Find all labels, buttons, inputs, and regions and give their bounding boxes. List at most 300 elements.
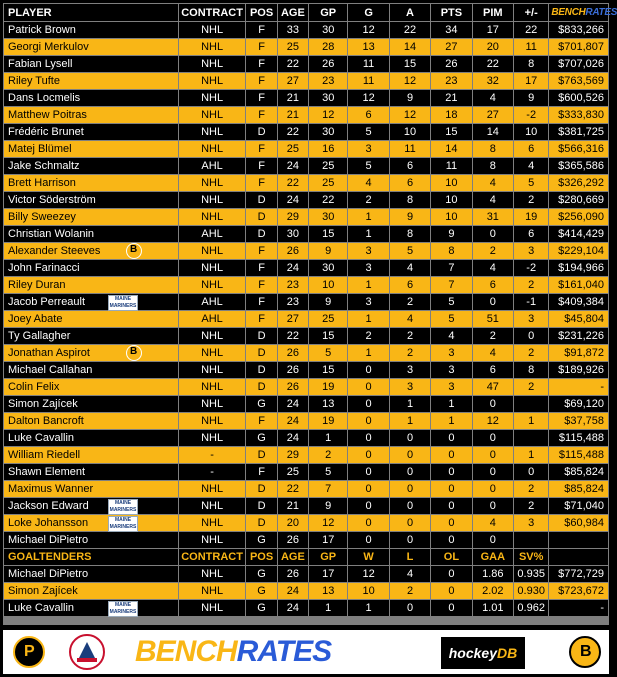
cell-pim: 4	[473, 515, 513, 531]
table-row	[4, 566, 608, 582]
player-name-text: Simon Zajícek	[8, 398, 78, 410]
table-row	[4, 226, 608, 242]
cell-l: 2	[390, 583, 430, 599]
cell-pim: 22	[473, 56, 513, 72]
player-name	[4, 277, 178, 293]
cell-pts: 1	[431, 396, 471, 412]
skater-rows	[4, 22, 608, 548]
cell-pm: 1	[514, 447, 548, 463]
cell-pim: 4	[473, 192, 513, 208]
cell-pim: 47	[473, 379, 513, 395]
cell-pm	[514, 430, 548, 446]
cell-pm: 10	[514, 124, 548, 140]
cell-pos: F	[246, 464, 276, 480]
cell-contract: NHL	[179, 22, 246, 38]
cell-pts: 0	[431, 430, 471, 446]
cell-sal: $229,104	[549, 243, 608, 259]
cell-a: 0	[390, 532, 430, 548]
table-row	[4, 141, 608, 157]
cell-age: 30	[278, 226, 308, 242]
cell-sal: $115,488	[549, 430, 608, 446]
cell-pos: D	[246, 328, 276, 344]
player-name	[4, 464, 178, 480]
cell-age: 26	[278, 362, 308, 378]
cell-sal: $45,804	[549, 311, 608, 327]
cell-pim: 0	[473, 226, 513, 242]
cell-g: 1	[348, 311, 388, 327]
cell-sal: $91,872	[549, 345, 608, 361]
cell-l: 0	[390, 600, 430, 616]
col-pts: PTS	[431, 4, 471, 21]
cell-pim: 4	[473, 175, 513, 191]
player-name-text: Michael DiPietro	[8, 568, 89, 580]
table-row	[4, 90, 608, 106]
cell-g: 1	[348, 277, 388, 293]
mariners-badge-icon	[108, 499, 138, 515]
player-name	[4, 260, 178, 276]
player-name-text: Billy Sweezey	[8, 211, 76, 223]
cell-gp: 10	[309, 277, 347, 293]
cell-age: 21	[278, 107, 308, 123]
cell-gp: 13	[309, 583, 347, 599]
cell-pos: D	[246, 379, 276, 395]
player-name-text: Jonathan Aspirot	[8, 347, 90, 359]
cell-gp: 9	[309, 294, 347, 310]
cell-age: 26	[278, 345, 308, 361]
cell-pm: 8	[514, 362, 548, 378]
cell-gp: 25	[309, 311, 347, 327]
player-name	[4, 447, 178, 463]
cell-a: 5	[390, 243, 430, 259]
player-name	[4, 328, 178, 344]
cell-svp: 0.962	[514, 600, 548, 616]
cell-a: 0	[390, 515, 430, 531]
cell-gp: 15	[309, 362, 347, 378]
cell-g: 2	[348, 192, 388, 208]
cell-g: 11	[348, 56, 388, 72]
cell-pos: D	[246, 515, 276, 531]
cell-g: 2	[348, 328, 388, 344]
cell-pim: 0	[473, 294, 513, 310]
player-name	[4, 345, 178, 361]
player-name-text: Jake Schmaltz	[8, 160, 80, 172]
cell-pos: D	[246, 447, 276, 463]
table-row	[4, 396, 608, 412]
footer-db-text: DB	[497, 645, 518, 661]
cell-a: 12	[390, 73, 430, 89]
cell-pm: 4	[514, 158, 548, 174]
cell-sal	[549, 532, 608, 548]
cell-a: 11	[390, 141, 430, 157]
cell-pts: 1	[431, 413, 471, 429]
cell-contract: NHL	[179, 243, 246, 259]
cell-g: 13	[348, 39, 388, 55]
cell-pts: 10	[431, 175, 471, 191]
cell-age: 26	[278, 379, 308, 395]
mariners-badge-icon	[108, 601, 138, 617]
cell-pm: 2	[514, 481, 548, 497]
cell-sal: $115,488	[549, 447, 608, 463]
cell-pm: 2	[514, 379, 548, 395]
col-pim: PIM	[473, 4, 513, 21]
cell-a: 2	[390, 328, 430, 344]
cell-pim: 0	[473, 447, 513, 463]
cell-pim: 0	[473, 396, 513, 412]
cell-sal: $701,807	[549, 39, 608, 55]
cell-contract: NHL	[179, 583, 246, 599]
player-name	[4, 566, 178, 582]
col-a: A	[390, 4, 430, 21]
player-name-text: Dalton Bancroft	[8, 415, 84, 427]
cell-pts: 7	[431, 277, 471, 293]
col-plus-minus: +/-	[514, 4, 548, 21]
cell-contract: NHL	[179, 600, 246, 616]
cell-age: 33	[278, 22, 308, 38]
cell-contract: NHL	[179, 532, 246, 548]
player-name	[4, 481, 178, 497]
cell-pos: G	[246, 396, 276, 412]
cell-sal: $194,966	[549, 260, 608, 276]
cell-pos: D	[246, 498, 276, 514]
cell-pim: 2	[473, 243, 513, 259]
cell-a: 10	[390, 124, 430, 140]
cell-age: 24	[278, 396, 308, 412]
cell-pts: 0	[431, 532, 471, 548]
cell-pts: 10	[431, 209, 471, 225]
player-name	[4, 90, 178, 106]
player-name	[4, 73, 178, 89]
table-row	[4, 532, 608, 548]
providence-bruins-logo-icon	[13, 636, 45, 668]
player-name	[4, 396, 178, 412]
cell-a: 6	[390, 158, 430, 174]
cell-pts: 5	[431, 294, 471, 310]
cell-gp: 1	[309, 430, 347, 446]
cell-sal: $381,725	[549, 124, 608, 140]
cell-sal: $763,569	[549, 73, 608, 89]
cell-pts: 9	[431, 226, 471, 242]
cell-sal: $365,586	[549, 158, 608, 174]
mariners-badge-text: MARINERS	[109, 303, 137, 309]
cell-contract: NHL	[179, 498, 246, 514]
mariners-badge-icon	[108, 295, 138, 311]
cell-g: 0	[348, 481, 388, 497]
goalie-col-contract: CONTRACT	[179, 549, 246, 565]
player-name-text: Christian Wolanin	[8, 228, 95, 240]
cell-a: 9	[390, 209, 430, 225]
cell-pts: 21	[431, 90, 471, 106]
cell-gaa: 2.02	[473, 583, 513, 599]
cell-pts: 26	[431, 56, 471, 72]
cell-g: 3	[348, 141, 388, 157]
goalie-col-gp: GP	[309, 549, 347, 565]
player-name-text: Matej Blümel	[8, 143, 72, 155]
table-row	[4, 379, 608, 395]
cell-gp: 2	[309, 447, 347, 463]
table-row	[4, 447, 608, 463]
cell-pm: 9	[514, 90, 548, 106]
cell-contract: NHL	[179, 39, 246, 55]
cell-age: 24	[278, 413, 308, 429]
cell-contract: NHL	[179, 413, 246, 429]
player-name-text: Frédéric Brunet	[8, 126, 84, 138]
player-name	[4, 430, 178, 446]
player-name-text: Georgi Merkulov	[8, 41, 89, 53]
player-name	[4, 413, 178, 429]
cell-pos: F	[246, 73, 276, 89]
cell-pim: 27	[473, 107, 513, 123]
cell-pts: 11	[431, 158, 471, 174]
cell-contract: NHL	[179, 379, 246, 395]
cell-a: 12	[390, 107, 430, 123]
cell-sal: $256,090	[549, 209, 608, 225]
cell-sal: -	[549, 600, 608, 616]
cell-gaa: 1.86	[473, 566, 513, 582]
cell-gp: 9	[309, 243, 347, 259]
cell-pim: 51	[473, 311, 513, 327]
cell-pm: 0	[514, 464, 548, 480]
cell-contract: AHL	[179, 294, 246, 310]
player-name-text: Michael Callahan	[8, 364, 93, 376]
cell-contract: NHL	[179, 328, 246, 344]
cell-contract: NHL	[179, 362, 246, 378]
col-age: AGE	[278, 4, 308, 21]
cell-contract: NHL	[179, 277, 246, 293]
table-row	[4, 413, 608, 429]
cell-pm: 19	[514, 209, 548, 225]
cell-pos: D	[246, 226, 276, 242]
table-row	[4, 464, 608, 480]
cell-pts: 5	[431, 311, 471, 327]
cell-pos: G	[246, 430, 276, 446]
player-name	[4, 226, 178, 242]
cell-a: 2	[390, 294, 430, 310]
player-name-text: Jackson Edward	[8, 500, 89, 512]
footer-rates-text: RATES	[236, 635, 332, 668]
cell-pos: G	[246, 566, 276, 582]
cell-svp: 0.930	[514, 583, 548, 599]
cell-a: 0	[390, 481, 430, 497]
cell-a: 0	[390, 447, 430, 463]
cell-sal: $189,926	[549, 362, 608, 378]
player-name-text: Brett Harrison	[8, 177, 76, 189]
table-row	[4, 430, 608, 446]
cell-ol: 0	[431, 600, 471, 616]
cell-pts: 3	[431, 362, 471, 378]
cell-pts: 15	[431, 124, 471, 140]
cell-pos: F	[246, 294, 276, 310]
cell-pos: D	[246, 481, 276, 497]
cell-contract: -	[179, 447, 246, 463]
stats-table-panel	[3, 3, 617, 625]
cell-age: 22	[278, 481, 308, 497]
cell-pts: 23	[431, 73, 471, 89]
mariners-badge-text: MARINERS	[109, 609, 137, 615]
cell-l: 4	[390, 566, 430, 582]
table-row	[4, 175, 608, 191]
cell-g: 11	[348, 73, 388, 89]
cell-g: 0	[348, 362, 388, 378]
cell-pos: F	[246, 413, 276, 429]
goalie-col-pos: POS	[246, 549, 276, 565]
cell-gp: 25	[309, 158, 347, 174]
cell-gp: 17	[309, 566, 347, 582]
player-name-text: Loke Johansson	[8, 517, 89, 529]
cell-pos: F	[246, 22, 276, 38]
cell-contract: NHL	[179, 90, 246, 106]
cell-pts: 0	[431, 498, 471, 514]
player-name-text: John Farinacci	[8, 262, 80, 274]
cell-contract: NHL	[179, 56, 246, 72]
player-name	[4, 175, 178, 191]
goalie-col-age: AGE	[278, 549, 308, 565]
cell-pim: 12	[473, 413, 513, 429]
cell-gp: 25	[309, 175, 347, 191]
cell-age: 24	[278, 158, 308, 174]
bruins-badge-icon	[126, 243, 142, 259]
cell-pts: 0	[431, 464, 471, 480]
cell-pm: 3	[514, 311, 548, 327]
cell-pim: 17	[473, 22, 513, 38]
player-name	[4, 311, 178, 327]
cell-gp: 30	[309, 209, 347, 225]
cell-a: 8	[390, 192, 430, 208]
cell-pm	[514, 396, 548, 412]
cell-contract: NHL	[179, 345, 246, 361]
cell-age: 22	[278, 328, 308, 344]
mariners-badge-text: MAINE	[114, 500, 132, 506]
cell-age: 29	[278, 209, 308, 225]
cell-gp: 17	[309, 532, 347, 548]
footer-hockey-text: hockey	[448, 645, 497, 661]
cell-g: 0	[348, 379, 388, 395]
cell-age: 23	[278, 277, 308, 293]
table-row	[4, 345, 608, 361]
player-name-text: Dans Locmelis	[8, 92, 81, 104]
cell-sal: $231,226	[549, 328, 608, 344]
table-row	[4, 294, 608, 310]
hockeydb-logo	[441, 637, 525, 669]
cell-contract: NHL	[179, 73, 246, 89]
table-row	[4, 362, 608, 378]
cell-g: 3	[348, 294, 388, 310]
benchrates-header-logo	[549, 4, 617, 21]
cell-pm: 2	[514, 192, 548, 208]
cell-pim: 0	[473, 532, 513, 548]
player-name	[4, 379, 178, 395]
cell-pim: 4	[473, 345, 513, 361]
cell-sal: $85,824	[549, 464, 608, 480]
goalie-section	[4, 549, 608, 565]
player-name	[4, 39, 178, 55]
mariners-badge-text: MAINE	[114, 517, 132, 523]
cell-pm: 6	[514, 226, 548, 242]
cell-gp: 30	[309, 22, 347, 38]
cell-sal: $326,292	[549, 175, 608, 191]
cell-gp: 5	[309, 345, 347, 361]
cell-pim: 6	[473, 277, 513, 293]
cell-pim: 0	[473, 498, 513, 514]
cell-pim: 14	[473, 124, 513, 140]
cell-w: 1	[348, 600, 388, 616]
cell-gp: 19	[309, 379, 347, 395]
player-name	[4, 107, 178, 123]
table-row	[4, 158, 608, 174]
cell-g: 0	[348, 464, 388, 480]
cell-sal: $414,429	[549, 226, 608, 242]
cell-pm: 0	[514, 328, 548, 344]
cell-pos: F	[246, 243, 276, 259]
player-name	[4, 362, 178, 378]
cell-pim: 31	[473, 209, 513, 225]
cell-gp: 12	[309, 515, 347, 531]
cell-gp: 5	[309, 464, 347, 480]
cell-gp: 19	[309, 413, 347, 429]
cell-pos: F	[246, 175, 276, 191]
cell-a: 14	[390, 39, 430, 55]
cell-a: 0	[390, 430, 430, 446]
cell-age: 22	[278, 175, 308, 191]
cell-sal: $37,758	[549, 413, 608, 429]
cell-age: 24	[278, 260, 308, 276]
player-name-text: Riley Tufte	[8, 75, 60, 87]
cell-pos: F	[246, 260, 276, 276]
cell-pts: 34	[431, 22, 471, 38]
table-row	[4, 56, 608, 72]
cell-pim: 4	[473, 260, 513, 276]
cell-g: 1	[348, 209, 388, 225]
player-name	[4, 141, 178, 157]
cell-sal: $161,040	[549, 277, 608, 293]
cell-pm: 17	[514, 73, 548, 89]
cell-contract: AHL	[179, 226, 246, 242]
cell-gp: 15	[309, 226, 347, 242]
cell-pos: D	[246, 209, 276, 225]
cell-gp: 28	[309, 39, 347, 55]
player-name	[4, 532, 178, 548]
cell-contract: NHL	[179, 260, 246, 276]
cell-age: 25	[278, 39, 308, 55]
cell-g: 0	[348, 447, 388, 463]
cell-g: 3	[348, 260, 388, 276]
cell-pm: 8	[514, 56, 548, 72]
mariners-badge-text: MARINERS	[109, 507, 137, 513]
cell-pm: 3	[514, 243, 548, 259]
cell-age: 22	[278, 124, 308, 140]
cell-g: 0	[348, 413, 388, 429]
cell-sal: $85,824	[549, 481, 608, 497]
cell-pos: F	[246, 311, 276, 327]
cell-gp: 22	[309, 192, 347, 208]
cell-pm: 2	[514, 345, 548, 361]
player-name-text: Jacob Perreault	[8, 296, 86, 308]
cell-pts: 3	[431, 379, 471, 395]
cell-sal: $409,384	[549, 294, 608, 310]
cell-sal: $280,669	[549, 192, 608, 208]
player-name-text: Fabian Lysell	[8, 58, 73, 70]
table-row	[4, 243, 608, 259]
cell-age: 24	[278, 430, 308, 446]
cell-g: 0	[348, 396, 388, 412]
cell-gp: 12	[309, 107, 347, 123]
table-row	[4, 498, 608, 514]
cell-a: 1	[390, 396, 430, 412]
cell-sal: $772,729	[549, 566, 608, 582]
cell-ol: 0	[431, 566, 471, 582]
cell-a: 0	[390, 498, 430, 514]
cell-pim: 20	[473, 39, 513, 55]
table-row	[4, 73, 608, 89]
